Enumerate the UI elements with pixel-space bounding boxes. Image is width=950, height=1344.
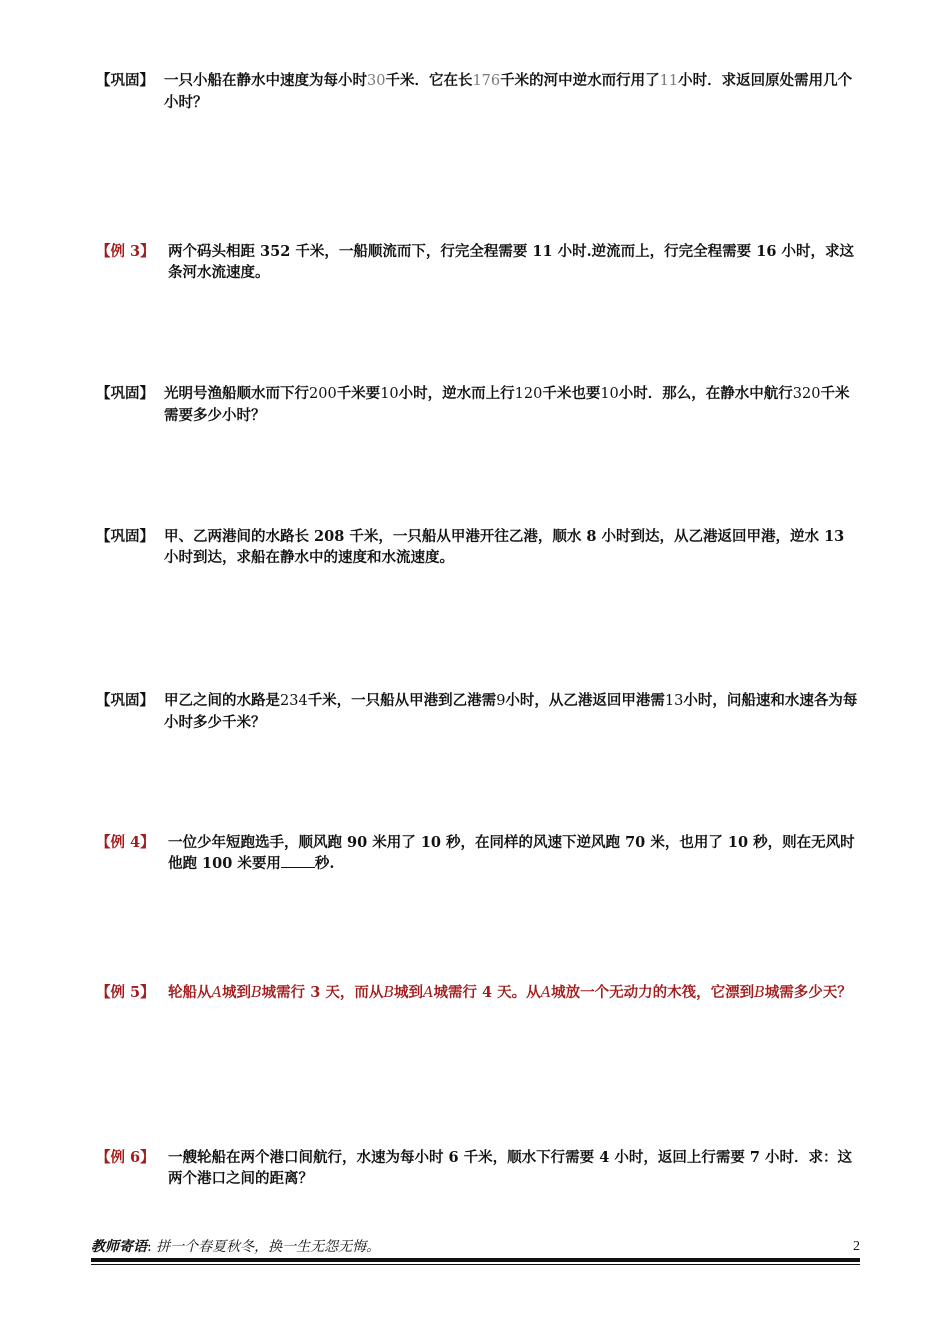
number: 13: [664, 693, 684, 709]
text-segment: 千米也要: [542, 385, 601, 402]
problem-example-5: [96, 982, 860, 1004]
number: 320: [792, 386, 821, 402]
text-segment: 千米的河中逆水而行用了: [500, 72, 660, 89]
problem-text: [96, 70, 860, 113]
footer-label: 教师寄语: [91, 1239, 147, 1255]
text-segment: 千米要: [336, 385, 381, 402]
city-label: A: [540, 985, 552, 1001]
problem-text: [96, 690, 860, 733]
text-segment: 城到: [393, 984, 423, 1001]
problem-tag: 【例 6】: [96, 1149, 155, 1166]
city-label: B: [383, 985, 394, 1001]
text-segment: 小时．求返回原处需用几个小时？: [164, 72, 853, 111]
number: 120: [514, 386, 543, 402]
text-segment: 千米．它在长: [385, 72, 473, 89]
text-segment: 小时．那么，在静水中航行: [618, 385, 793, 402]
text-segment: 城需多少天？: [764, 984, 852, 1001]
number: 176: [472, 73, 501, 89]
problem-tag: 【巩固】: [96, 385, 154, 402]
text-segment: 甲乙之间的水路是: [164, 692, 280, 709]
city-label: B: [754, 985, 765, 1001]
footer-rule-thin: [91, 1264, 860, 1265]
problem-tag: 【巩固】: [96, 528, 154, 545]
problem-tag: 【巩固】: [96, 72, 154, 89]
page-number: 2: [853, 1239, 860, 1254]
footer-colon: :: [147, 1239, 152, 1255]
problem-example-4: [96, 832, 860, 874]
problem-tag: 【例 3】: [96, 243, 155, 260]
text-segment: 城放一个无动力的木筏，它漂到: [551, 984, 755, 1001]
number: 9: [496, 693, 506, 709]
number: 234: [280, 693, 308, 709]
text-segment: 城需行 4 天。从: [433, 984, 541, 1001]
problem-text: 甲、乙两港间的水路长 208 千米，一只船从甲港开往乙港，顺水 8 小时到达，从乙港返回甲港，逆水 13 小时到达，求船在静水中的速度和水流速度。: [164, 528, 845, 566]
problem-tag: 【例 5】: [96, 984, 155, 1001]
text-segment: 千米，一只船从甲港到乙港需: [307, 692, 497, 709]
text-segment: 千米需要多少小时？: [164, 385, 850, 424]
text-segment: 轮船从: [168, 984, 212, 1001]
text-segment: 小时，问船速和水速各为每小时多少千米？: [164, 692, 858, 731]
number: 30: [367, 73, 386, 89]
city-label: B: [250, 985, 262, 1001]
number: 10: [600, 386, 619, 402]
footer-motto: 拼一个春夏秋冬，换一生无怨无悔。: [156, 1239, 381, 1255]
text-segment: 小时，从乙港返回甲港需: [505, 692, 665, 709]
number: 11: [659, 73, 679, 89]
problem-example-6: [96, 1147, 860, 1189]
city-label: A: [211, 985, 222, 1001]
text-segment: 小时，逆水而上行: [398, 385, 515, 402]
problem-consolidate-2: [96, 383, 860, 426]
problem-consolidate-4: [96, 690, 860, 733]
city-label: A: [422, 985, 434, 1001]
problem-tag: 【例 4】: [96, 834, 155, 851]
number: 10: [380, 386, 399, 402]
footer-rule-thick: [91, 1258, 860, 1262]
text-segment: 一只小船在静水中速度为每小时: [164, 72, 367, 89]
problem-tag: 【巩固】: [96, 692, 154, 709]
problem-example-3: [96, 241, 860, 283]
problem-text: [96, 383, 860, 426]
number: 200: [309, 386, 337, 402]
text-segment: 光明号渔船顺水而下行: [164, 385, 309, 402]
text-segment: 秒.: [314, 855, 335, 872]
problem-text: [96, 982, 860, 1004]
page-footer: [91, 1238, 860, 1256]
text-segment: 城需行 3 天，而从: [261, 984, 384, 1001]
problem-text: [96, 832, 860, 874]
problem-text: 一艘轮船在两个港口间航行，水速为每小时 6 千米，顺水下行需要 4 小时，返回上行需要 7 小时．求：这两个港口之间的距离？: [168, 1149, 853, 1187]
text-segment: 城到: [221, 984, 251, 1001]
answer-blank[interactable]: [281, 853, 315, 868]
problem-consolidate-3: [96, 526, 860, 568]
problem-text: 两个码头相距 352 千米，一船顺流而下，行完全程需要 11 小时.逆流而上，行完全程需要 16 小时，求这条河水流速度。: [168, 243, 854, 281]
problem-consolidate-1: [96, 70, 860, 113]
text-segment: 一位少年短跑选手，顺风跑 90 米用了 10 秒，在同样的风速下逆风跑 70 米，也用了 10 秒，则在无风时他跑 100 米要用: [168, 834, 855, 872]
